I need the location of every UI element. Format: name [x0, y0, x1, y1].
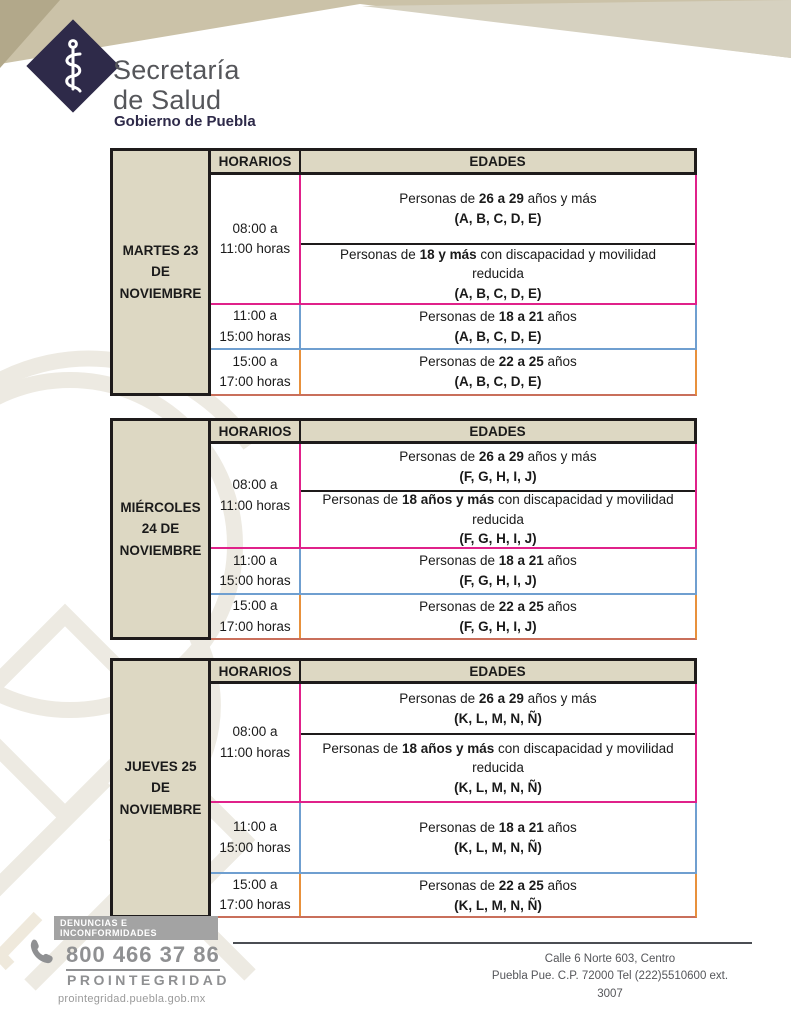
time-block — [211, 350, 697, 396]
time-line: 15:00 a — [232, 598, 278, 614]
day-cell — [113, 661, 211, 918]
time-line: 15:00 horas — [219, 328, 291, 344]
schedule-right-column — [211, 421, 697, 640]
letter-group: (A, B, C, D, E) — [454, 211, 542, 226]
time-block — [211, 684, 697, 803]
letter-group: (A, B, C, D, E) — [454, 374, 542, 389]
letter-group: (A, B, C, D, E) — [454, 285, 542, 301]
letter-group: (F, G, H, I, J) — [459, 531, 537, 547]
agency-title-line2: de Salud — [113, 84, 222, 115]
age-entry-text: Personas de 18 años y más con discapacidad y movilidad — [322, 492, 674, 508]
prointegridad-label: PROINTEGRIDAD — [67, 972, 230, 988]
complaints-block — [28, 916, 230, 1005]
day-line: DE — [151, 264, 170, 280]
address-line: Calle 6 Norte 603, Centro — [544, 953, 676, 965]
time-cell — [211, 684, 301, 801]
time-line: 11:00 a — [232, 308, 278, 324]
age-entry-text: Personas de 18 años y más con discapacidad y movilidad — [322, 740, 674, 756]
age-entries — [301, 595, 695, 638]
schedule-header-row — [211, 421, 697, 444]
letter-group: (K, L, M, N, Ñ) — [454, 710, 542, 726]
horarios-header: HORARIOS — [211, 151, 301, 172]
edades-header: EDADES — [469, 154, 526, 169]
age-entry — [301, 444, 695, 490]
prointegridad-url[interactable]: prointegridad.puebla.gob.mx — [58, 993, 206, 1005]
time-block — [211, 444, 697, 549]
day-line: MARTES 23 — [122, 242, 199, 258]
time-cell — [211, 305, 301, 348]
time-cell — [211, 350, 301, 394]
age-entry-text: Personas de 18 y más con discapacidad y movilidad — [340, 246, 656, 262]
time-block — [211, 874, 697, 918]
age-entry — [301, 490, 695, 547]
letter-group: (K, L, M, N, Ñ) — [454, 897, 542, 913]
age-entry — [301, 874, 695, 917]
complaints-phone: 800 466 37 86 — [66, 942, 220, 971]
time-line: 11:00 horas — [219, 744, 291, 760]
age-entry — [301, 549, 695, 593]
day-line: NOVIEMBRE — [119, 285, 202, 301]
age-entry — [301, 595, 695, 638]
day-line: 24 DE — [141, 521, 180, 537]
time-cell — [211, 549, 301, 593]
age-entry-text: Personas de 18 a 21 años — [419, 553, 577, 569]
day-cell — [113, 151, 211, 396]
time-line: 08:00 a — [232, 724, 278, 740]
time-blocks — [211, 684, 697, 918]
time-line: 17:00 horas — [219, 897, 291, 912]
age-entries — [301, 874, 695, 916]
time-block — [211, 305, 697, 350]
day-line: MIÉRCOLES — [120, 499, 201, 515]
schedule-table — [110, 658, 697, 918]
complaints-badge: DENUNCIAS E INCONFORMIDADES — [54, 916, 218, 940]
time-line: 17:00 horas — [219, 618, 291, 634]
schedule-table — [110, 418, 697, 640]
age-entry-text-wrap: reducida — [472, 511, 524, 527]
age-entries — [301, 350, 695, 394]
time-line: 15:00 a — [232, 876, 278, 892]
address-line: Puebla Pue. C.P. 72000 Tel (222)5510600 ext. — [491, 970, 729, 983]
age-entry-text: Personas de 26 a 29 años y más — [399, 449, 597, 465]
age-entries — [301, 803, 695, 872]
letter-group: (F, G, H, I, J) — [459, 618, 537, 634]
day-line: NOVIEMBRE — [119, 801, 202, 817]
time-line: 15:00 a — [232, 353, 278, 369]
age-entry-text-wrap: reducida — [472, 760, 524, 776]
age-entry-text: Personas de 26 a 29 años y más — [399, 191, 597, 207]
age-entries — [301, 175, 695, 303]
letter-group: (F, G, H, I, J) — [459, 573, 537, 588]
schedule-right-column — [211, 661, 697, 918]
age-entries — [301, 684, 695, 801]
time-line: 15:00 horas — [219, 573, 291, 588]
letter-group: (F, G, H, I, J) — [459, 469, 537, 484]
age-entry-text: Personas de 22 a 25 años — [419, 878, 577, 893]
age-entries — [301, 444, 695, 547]
time-cell — [211, 874, 301, 916]
schedule-header-row — [211, 151, 697, 175]
edades-header: EDADES — [469, 663, 526, 679]
age-entry — [301, 305, 695, 348]
schedule-table — [110, 148, 697, 396]
address-line: 3007 — [597, 987, 623, 1000]
age-entry — [301, 350, 695, 394]
time-cell — [211, 175, 301, 303]
letter-group: (K, L, M, N, Ñ) — [454, 779, 542, 795]
address-block — [460, 951, 760, 1003]
schedule-right-column — [211, 151, 697, 396]
time-line: 11:00 a — [232, 819, 278, 835]
staff-of-asclepius-icon — [56, 38, 90, 94]
horarios-header: HORARIOS — [211, 421, 301, 441]
age-entry-text: Personas de 26 a 29 años y más — [399, 691, 597, 707]
time-block — [211, 595, 697, 640]
age-entry — [301, 803, 695, 872]
age-entry — [301, 175, 695, 243]
letter-group: (A, B, C, D, E) — [454, 328, 542, 344]
age-entry — [301, 733, 695, 801]
age-entry — [301, 684, 695, 733]
time-line: 08:00 a — [232, 477, 278, 493]
phone-icon — [28, 933, 56, 971]
age-entries — [301, 549, 695, 593]
age-entry-text: Personas de 22 a 25 años — [419, 599, 577, 614]
time-line: 11:00 horas — [219, 497, 291, 513]
agency-title-line1: Secretaría — [113, 55, 240, 85]
age-entry-text: Personas de 22 a 25 años — [419, 354, 577, 370]
time-block — [211, 175, 697, 305]
agency-title — [113, 56, 240, 115]
footer-divider — [233, 942, 752, 944]
time-cell — [211, 444, 301, 547]
time-blocks — [211, 444, 697, 640]
age-entry-text: Personas de 18 a 21 años — [419, 309, 577, 324]
time-blocks — [211, 175, 697, 396]
age-entry-text: Personas de 18 a 21 años — [419, 819, 577, 835]
time-block — [211, 803, 697, 874]
time-line: 17:00 horas — [219, 374, 291, 389]
time-cell — [211, 595, 301, 638]
age-entry-text-wrap: reducida — [472, 266, 524, 282]
day-cell — [113, 421, 211, 640]
government-subtitle: Gobierno de Puebla — [114, 113, 256, 130]
letter-group: (K, L, M, N, Ñ) — [454, 839, 542, 855]
day-line: JUEVES 25 — [124, 758, 197, 774]
time-cell — [211, 803, 301, 872]
age-entry — [301, 243, 695, 303]
day-line: NOVIEMBRE — [119, 542, 202, 558]
time-line: 15:00 horas — [219, 839, 291, 855]
time-line: 08:00 a — [232, 220, 278, 236]
schedule-header-row — [211, 661, 697, 684]
edades-header: EDADES — [469, 423, 526, 439]
age-entries — [301, 305, 695, 348]
day-line: DE — [151, 780, 170, 796]
time-line: 11:00 a — [232, 552, 278, 568]
horarios-header: HORARIOS — [211, 661, 301, 681]
time-block — [211, 549, 697, 595]
time-line: 11:00 horas — [219, 241, 291, 256]
